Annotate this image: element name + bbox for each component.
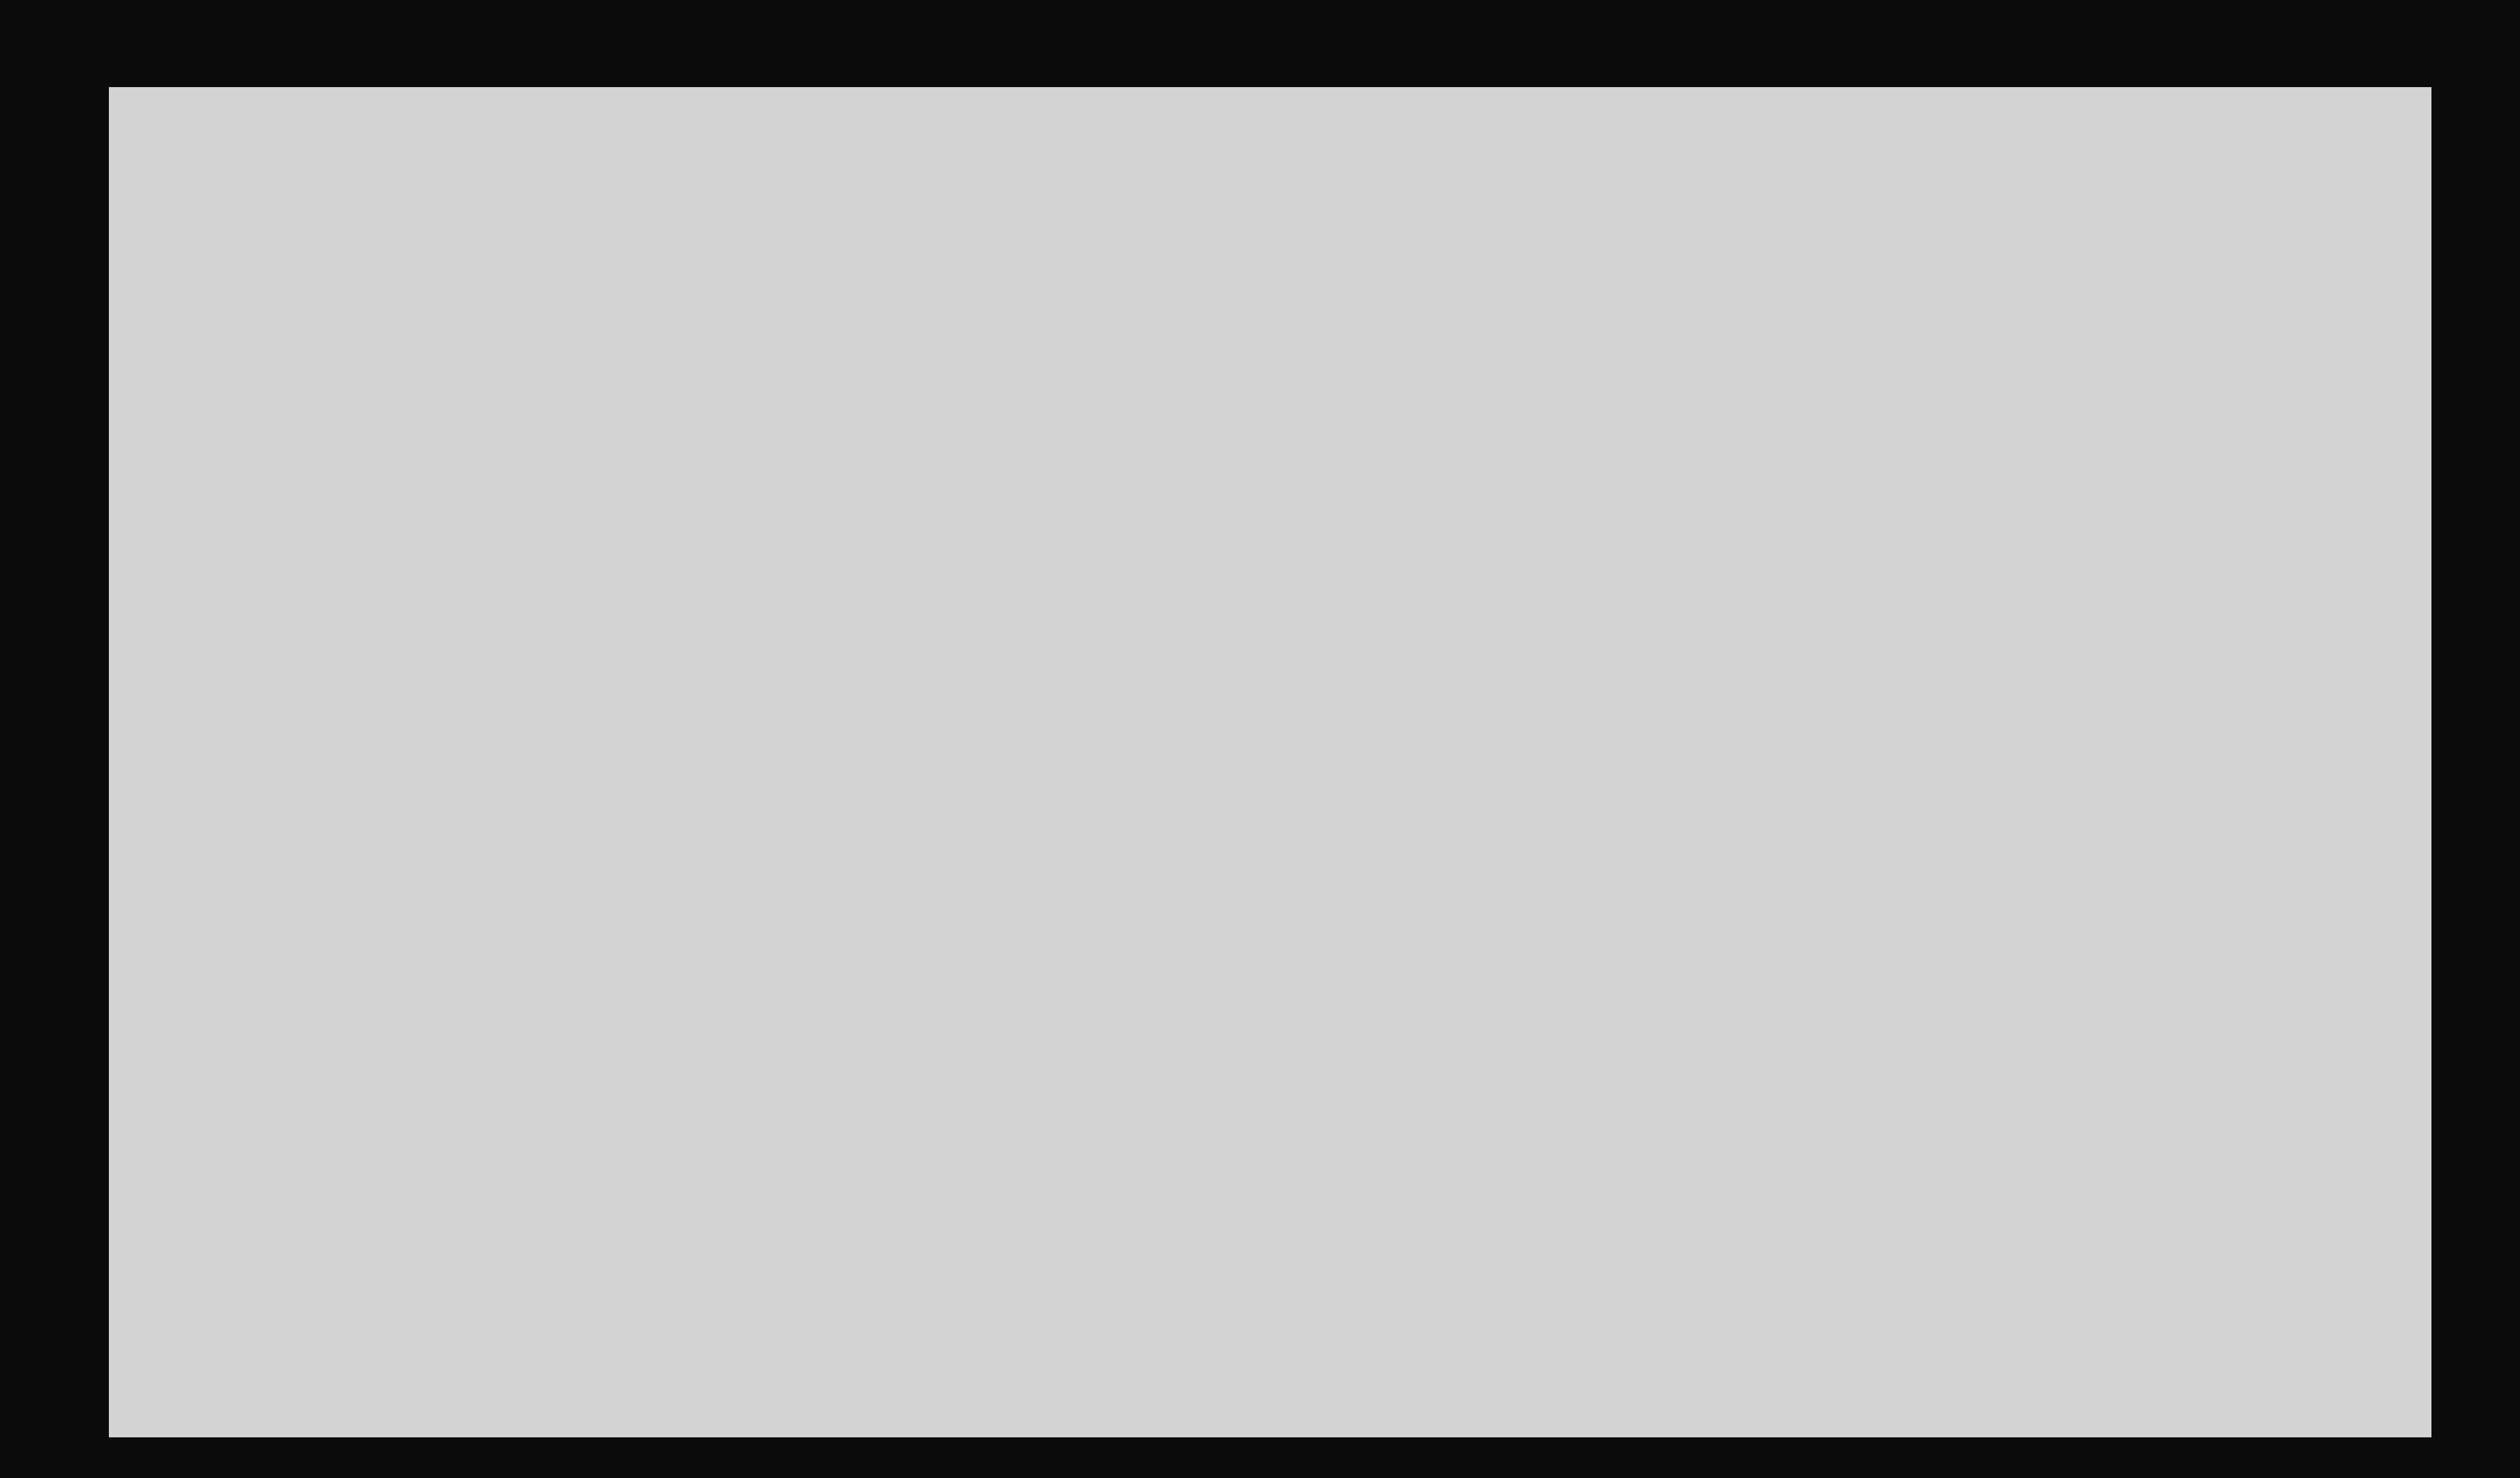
census-card-sheet xyxy=(109,87,2431,1437)
lease-table xyxy=(134,1027,2431,1437)
crop-table xyxy=(134,113,2431,446)
private-farm-section xyxy=(134,446,2431,1027)
